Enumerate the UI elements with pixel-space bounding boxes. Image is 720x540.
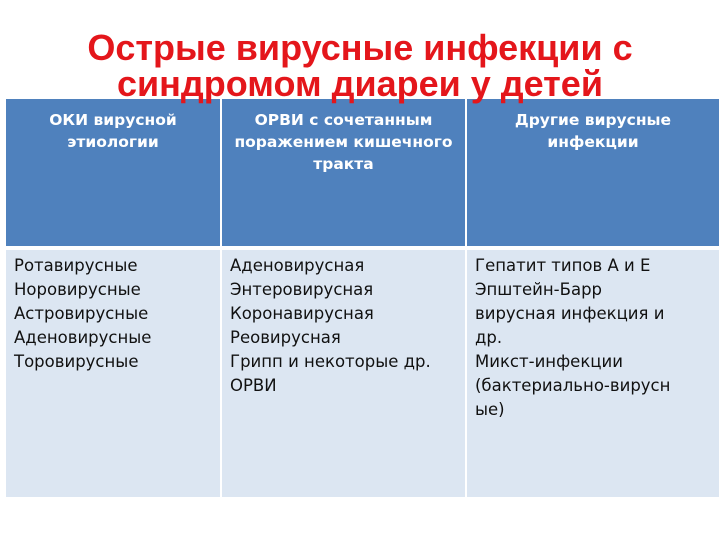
list-item: Аденовирусные	[14, 328, 152, 347]
slide-title-line: синдромом диареи у детей	[117, 63, 603, 104]
list-item: ые)	[475, 400, 505, 419]
list-item: ОРВИ	[230, 376, 277, 395]
body-cell-arvi	[222, 250, 465, 497]
header-cell-viral-aki: ОКИ вирусной этиологии	[6, 99, 220, 246]
list-item: др.	[475, 328, 503, 347]
body-cell-other	[467, 250, 719, 497]
header-cell-other: Другие вирусные инфекции	[467, 99, 719, 246]
list-item: Коронавирусная	[230, 304, 374, 323]
list-item: Норовирусные	[14, 280, 141, 299]
header-cell-arvi: ОРВИ с сочетанным поражением кишечного тракта	[222, 99, 465, 246]
list-item: Эпштейн-Барр	[475, 280, 603, 299]
list-item: Аденовирусная	[230, 256, 365, 275]
list-item: Гепатит типов А и Е	[475, 256, 651, 275]
body-cell-viral-aki	[6, 250, 220, 497]
list-item: Энтеровирусная	[230, 280, 374, 299]
list-item: Грипп и некоторые др.	[230, 352, 431, 371]
infections-table	[6, 99, 719, 497]
slide-title-line: Острые вирусные инфекции с	[87, 27, 633, 68]
list-item: Астровирусные	[14, 304, 149, 323]
list-item: Торовирусные	[14, 352, 139, 371]
list-item: вирусная инфекция и	[475, 304, 665, 323]
list-item: Реовирусная	[230, 328, 341, 347]
list-item: Микст-инфекции	[475, 352, 623, 371]
slide-title	[30, 27, 690, 104]
list-item: (бактериально-вирусн	[475, 376, 671, 395]
list-item: Ротавирусные	[14, 256, 138, 275]
